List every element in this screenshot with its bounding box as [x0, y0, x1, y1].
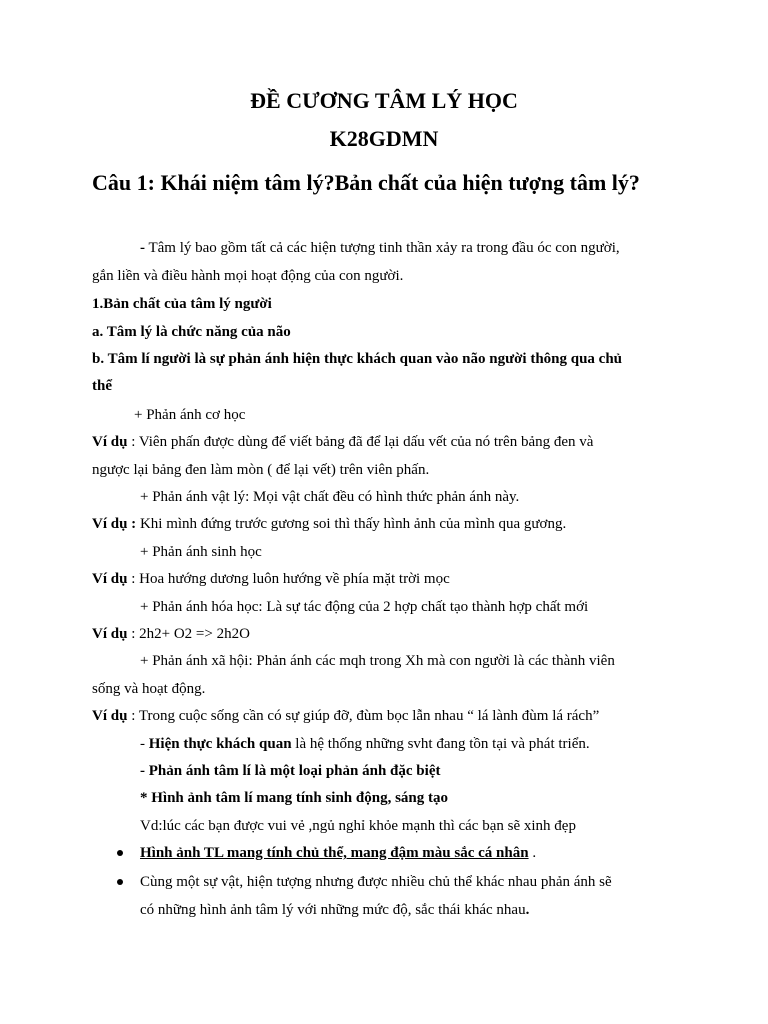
question-heading: Câu 1: Khái niệm tâm lý?Bản chất của hiện tượng tâm lý? — [92, 170, 640, 195]
example-social — [92, 706, 599, 726]
objective-reality-definition: là hệ thống những svht đang tồn tại và phát triển. — [291, 736, 590, 752]
objective-reality-line — [140, 734, 590, 754]
document-title: ĐỀ CƯƠNG TÂM LÝ HỌC — [250, 88, 518, 113]
example-biological — [92, 569, 450, 589]
example-label: Ví dụ — [92, 626, 128, 642]
bullet-1-emphasis: Hình ảnh TL mang tính chủ thể, mang đậm màu sắc cá nhân — [140, 845, 529, 861]
section-1-heading: 1.Bản chất của tâm lý người — [92, 296, 272, 312]
class-code: K28GDMN — [329, 126, 439, 151]
bullet-1-tail: . — [528, 845, 537, 861]
example-chemical — [92, 624, 250, 644]
example-label: Ví dụ — [92, 571, 128, 587]
intro-line-2: gắn liền và điều hành mọi hoạt động của con người. — [92, 268, 404, 284]
example-label: Ví dụ — [92, 434, 128, 450]
objective-reality-dash: - — [140, 736, 149, 752]
reflection-physical-heading: + Phản ánh vật lý: Mọi vật chất đều có hình thức phản ánh này. — [140, 489, 520, 505]
example-text: Khi mình đứng trước gương soi thì thấy hình ảnh của mình qua gương. — [136, 516, 567, 532]
example-text: : 2h2+ O2 => 2h2O — [127, 626, 250, 642]
example-text: : Trong cuộc sống cần có sự giúp đỡ, đùm bọc lẫn nhau “ lá lành đùm lá rách” — [127, 708, 600, 724]
example-label: Ví dụ — [92, 708, 128, 724]
special-reflection-line: - Phản ánh tâm lí là một loại phản ánh đặc biệt — [140, 763, 441, 779]
bullet-item-1 — [140, 843, 536, 863]
example-mechanical-line-1 — [92, 432, 593, 452]
bullet-dot-icon — [117, 879, 123, 885]
example-physical — [92, 514, 566, 534]
example-mechanical-line-2: ngược lại bảng đen làm mòn ( để lại vết) trên viên phấn. — [92, 462, 430, 478]
bullet-2-text: có những hình ảnh tâm lý với những mức độ, sắc thái khác nhau — [140, 902, 526, 918]
point-b-line-1: b. Tâm lí người là sự phản ánh hiện thực khách quan vào não người thông qua chủ — [92, 351, 623, 367]
bullet-item-2-line-1: Cùng một sự vật, hiện tượng nhưng được nhiều chủ thể khác nhau phản ánh sẽ — [140, 874, 612, 890]
example-label: Ví dụ : — [92, 516, 137, 532]
bullet-item-2-line-2 — [140, 900, 529, 920]
example-text: : Viên phấn được dùng để viết bảng đã để lại dấu vết của nó trên bảng đen và — [127, 434, 594, 450]
example-text: : Hoa hướng dương luôn hướng về phía mặt trời mọc — [127, 571, 450, 587]
bullet-2-period: . — [525, 902, 530, 918]
bullet-dot-icon — [117, 850, 123, 856]
point-a: a. Tâm lý là chức năng của não — [92, 324, 291, 340]
reflection-social-heading-line-1: + Phản ánh xã hội: Phản ánh các mqh trong Xh mà con người là các thành viên — [140, 653, 615, 669]
point-b-line-2: thể — [92, 378, 112, 394]
intro-text-1: Tâm lý bao gồm tất cả các hiện tượng tinh thần xảy ra trong đầu óc con người, — [145, 240, 620, 256]
vd-note-line: Vd:lúc các bạn được vui vẻ ,ngủ nghỉ khỏe mạnh thì các bạn sẽ xinh đẹp — [140, 818, 576, 834]
reflection-mechanical-heading: + Phản ánh cơ học — [134, 407, 246, 423]
vivid-image-line: * Hình ảnh tâm lí mang tính sinh động, sáng tạo — [140, 790, 449, 806]
reflection-social-heading-line-2: sống và hoạt động. — [92, 681, 206, 697]
reflection-biological-heading: + Phản ánh sinh học — [140, 544, 262, 560]
intro-line-1 — [140, 238, 620, 258]
reflection-chemical-heading: + Phản ánh hóa học: Là sự tác động của 2 hợp chất tạo thành hợp chất mới — [140, 599, 589, 615]
intro-dash: - — [140, 240, 145, 256]
objective-reality-term: Hiện thực khách quan — [148, 736, 292, 752]
